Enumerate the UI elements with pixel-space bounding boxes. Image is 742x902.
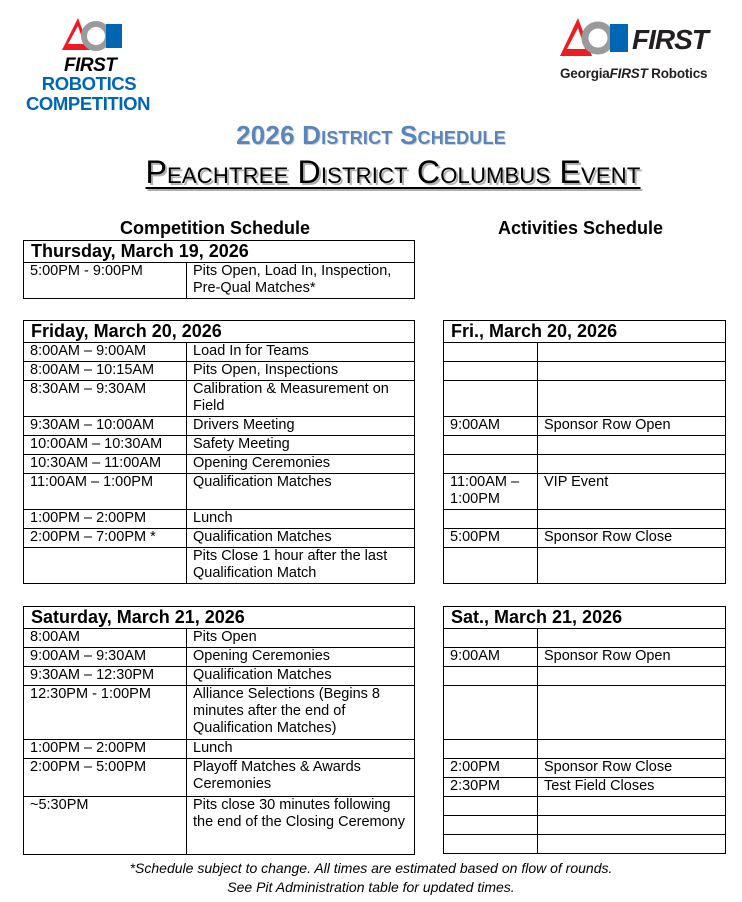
- event-cell: VIP Event: [538, 474, 726, 510]
- saturday-competition-table: [23, 606, 415, 855]
- event-cell: Qualification Matches: [187, 474, 415, 510]
- friday-activities-title: Fri., March 20, 2026: [444, 321, 726, 343]
- table-row: [444, 759, 726, 778]
- event-cell: Sponsor Row Close: [538, 759, 726, 778]
- event-cell: Pits Close 1 hour after the last Qualification Match: [187, 548, 415, 584]
- table-row: [24, 629, 415, 648]
- event-cell: Load In for Teams: [187, 343, 415, 362]
- table-row: [444, 835, 726, 854]
- event-cell: Drivers Meeting: [187, 417, 415, 436]
- table-row: [24, 759, 415, 797]
- table-row: [444, 362, 726, 381]
- event-cell: [538, 362, 726, 381]
- table-row: [444, 686, 726, 740]
- event-cell: [538, 381, 726, 417]
- time-cell: 2:30PM: [444, 778, 538, 797]
- friday-competition-table: [23, 320, 415, 584]
- saturday-activities-table: [443, 606, 726, 854]
- event-cell: Sponsor Row Open: [538, 417, 726, 436]
- table-row: [24, 529, 415, 548]
- event-cell: Lunch: [187, 510, 415, 529]
- table-row: [24, 343, 415, 362]
- event-cell: Safety Meeting: [187, 436, 415, 455]
- table-row: [24, 510, 415, 529]
- time-cell: [444, 835, 538, 854]
- frc-logo: [22, 14, 172, 114]
- thursday-competition-table: [23, 240, 415, 299]
- competition-schedule-heading: Competition Schedule: [120, 218, 311, 238]
- event-cell: [538, 686, 726, 740]
- table-row: [24, 740, 415, 759]
- table-row: [24, 381, 415, 417]
- time-cell: [444, 797, 538, 816]
- frc-logo-first-word: FIRST: [64, 55, 117, 76]
- table-row: [444, 343, 726, 362]
- table-row: [444, 474, 726, 510]
- time-cell: 10:00AM – 10:30AM: [24, 436, 187, 455]
- table-row: [444, 436, 726, 455]
- saturday-title: Saturday, March 21, 2026: [24, 607, 415, 629]
- table-row: [24, 548, 415, 584]
- frc-logo-line2: COMPETITION: [25, 93, 151, 114]
- event-cell: [538, 816, 726, 835]
- friday-title: Friday, March 20, 2026: [24, 321, 415, 343]
- event-cell: [538, 835, 726, 854]
- table-row: [444, 417, 726, 436]
- time-cell: [444, 548, 538, 584]
- table-row: [444, 381, 726, 417]
- time-cell: 1:00PM – 2:00PM: [24, 740, 187, 759]
- georgia-logo-suffix: Robotics: [647, 66, 708, 81]
- time-cell: ~5:30PM: [24, 797, 187, 855]
- event-cell: Test Field Closes: [538, 778, 726, 797]
- event-cell: Pits Open, Inspections: [187, 362, 415, 381]
- schedule-title: 2026 District Schedule: [236, 120, 506, 150]
- time-cell: 9:30AM – 12:30PM: [24, 667, 187, 686]
- time-cell: [444, 436, 538, 455]
- time-cell: [444, 510, 538, 529]
- table-row: [444, 510, 726, 529]
- event-cell: Qualification Matches: [187, 529, 415, 548]
- table-row: [444, 797, 726, 816]
- time-cell: [444, 667, 538, 686]
- event-cell: Pits Open: [187, 629, 415, 648]
- time-cell: 8:00AM: [24, 629, 187, 648]
- table-row: [444, 816, 726, 835]
- time-cell: 2:00PM – 7:00PM *: [24, 529, 187, 548]
- event-cell: [538, 455, 726, 474]
- event-cell: [538, 510, 726, 529]
- time-cell: 1:00PM – 2:00PM: [24, 510, 187, 529]
- time-cell: 2:00PM – 5:00PM: [24, 759, 187, 797]
- event-title: Peachtree District Columbus Event: [145, 154, 641, 190]
- first-logo-mark-icon: [558, 16, 630, 60]
- event-cell: [538, 629, 726, 648]
- event-cell: Sponsor Row Open: [538, 648, 726, 667]
- footer-note-line2: See Pit Administration table for updated times.: [227, 879, 515, 895]
- event-cell: Pits close 30 minutes following the end of the Closing Ceremony: [187, 797, 415, 855]
- event-cell: Qualification Matches: [187, 667, 415, 686]
- table-row: [24, 474, 415, 510]
- event-cell: [538, 343, 726, 362]
- table-row: [444, 667, 726, 686]
- event-cell: [538, 548, 726, 584]
- frc-logo-line1: ROBOTICS: [41, 73, 137, 94]
- time-cell: 9:00AM: [444, 417, 538, 436]
- table-row: [24, 686, 415, 740]
- event-cell: Calibration & Measurement on Field: [187, 381, 415, 417]
- time-cell: [444, 362, 538, 381]
- table-row: [444, 548, 726, 584]
- event-cell: Opening Ceremonies: [187, 648, 415, 667]
- event-cell: Alliance Selections (Begins 8 minutes after the end of Qualification Matches): [187, 686, 415, 740]
- time-cell: 12:30PM - 1:00PM: [24, 686, 187, 740]
- time-cell: 11:00AM – 1:00PM: [444, 474, 538, 510]
- table-row: [444, 529, 726, 548]
- event-cell: [538, 667, 726, 686]
- georgia-logo-first: FIRST: [609, 66, 648, 81]
- time-cell: [444, 686, 538, 740]
- event-cell: Lunch: [187, 740, 415, 759]
- time-cell: [444, 740, 538, 759]
- georgia-first-logo: [558, 16, 728, 88]
- thursday-title: Thursday, March 19, 2026: [24, 241, 415, 263]
- table-row: [444, 778, 726, 797]
- table-row: [444, 648, 726, 667]
- time-cell: 8:00AM – 9:00AM: [24, 343, 187, 362]
- time-cell: [444, 816, 538, 835]
- table-row: [24, 263, 415, 299]
- first-logo-mark-icon: [60, 14, 124, 54]
- time-cell: 11:00AM – 1:00PM: [24, 474, 187, 510]
- time-cell: 8:00AM – 10:15AM: [24, 362, 187, 381]
- table-row: [24, 667, 415, 686]
- time-cell: 8:30AM – 9:30AM: [24, 381, 187, 417]
- table-row: [24, 648, 415, 667]
- table-row: [24, 362, 415, 381]
- event-cell: Opening Ceremonies: [187, 455, 415, 474]
- event-cell: Playoff Matches & Awards Ceremonies: [187, 759, 415, 797]
- time-cell: 5:00PM: [444, 529, 538, 548]
- friday-activities-table: [443, 320, 726, 584]
- table-row: [444, 740, 726, 759]
- table-row: [24, 417, 415, 436]
- table-row: [24, 455, 415, 474]
- event-cell: Sponsor Row Close: [538, 529, 726, 548]
- activities-schedule-heading: Activities Schedule: [498, 218, 664, 238]
- event-cell: [538, 436, 726, 455]
- time-cell: 10:30AM – 11:00AM: [24, 455, 187, 474]
- time-cell: [444, 343, 538, 362]
- georgia-logo-subtitle: [560, 66, 707, 81]
- time-cell: [24, 548, 187, 584]
- time-cell: [444, 381, 538, 417]
- time-cell: 9:00AM: [444, 648, 538, 667]
- georgia-logo-first-word: FIRST: [632, 24, 708, 55]
- table-row: [24, 797, 415, 855]
- time-cell: [444, 629, 538, 648]
- time-cell: 2:00PM: [444, 759, 538, 778]
- time-cell: 5:00PM - 9:00PM: [24, 263, 187, 299]
- event-cell: [538, 797, 726, 816]
- time-cell: [444, 455, 538, 474]
- time-cell: 9:30AM – 10:00AM: [24, 417, 187, 436]
- event-cell: Pits Open, Load In, Inspection, Pre-Qual Matches*: [187, 263, 415, 299]
- saturday-activities-title: Sat., March 21, 2026: [444, 607, 726, 629]
- footer-note-line1: *Schedule subject to change. All times are estimated based on flow of rounds.: [129, 860, 613, 876]
- table-row: [444, 629, 726, 648]
- georgia-logo-prefix: Georgia: [560, 66, 610, 81]
- time-cell: 9:00AM – 9:30AM: [24, 648, 187, 667]
- table-row: [444, 455, 726, 474]
- table-row: [24, 436, 415, 455]
- event-cell: [538, 740, 726, 759]
